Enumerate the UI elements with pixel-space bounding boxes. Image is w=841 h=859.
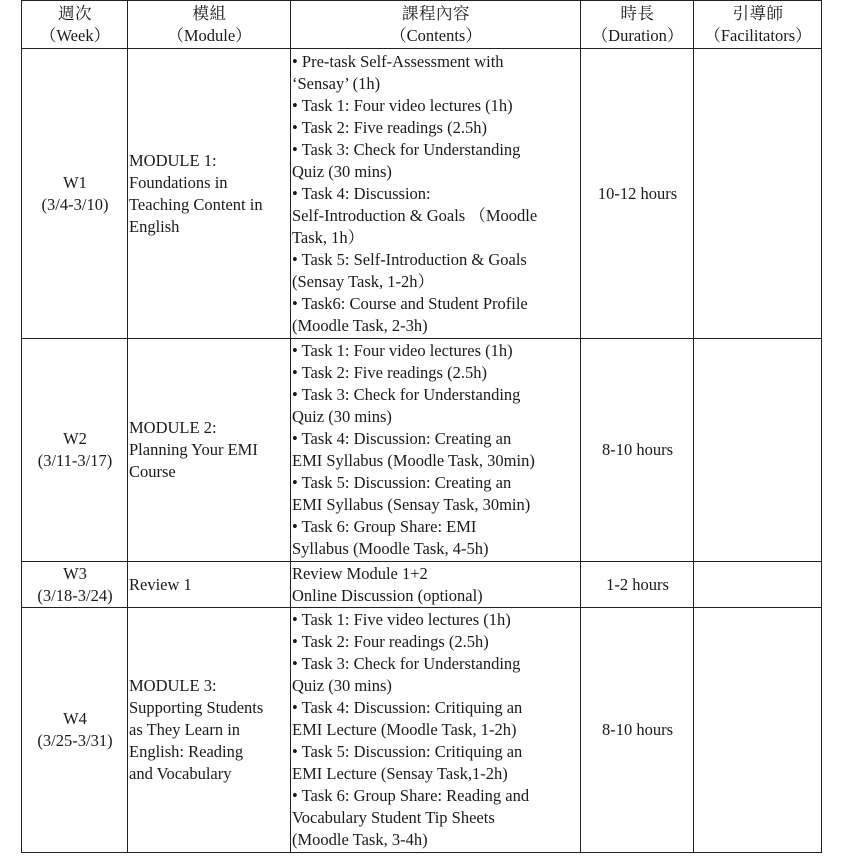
table-row (22, 608, 822, 853)
week-cell (22, 562, 128, 608)
content-line: Quiz (30 mins) (292, 407, 392, 426)
header-module (128, 1, 291, 49)
content-line: • Task 5: Self-Introduction & Goals (292, 249, 527, 269)
content-line: • Task 4: Discussion: (292, 183, 431, 203)
facilitators-cell (694, 608, 822, 853)
module-line: English: Reading (129, 742, 244, 761)
content-line: • Task 2: Five readings (2.5h) (292, 363, 487, 382)
week-label: W4 (63, 709, 87, 728)
content-line: • Task 4: Discussion: Critiquing an (292, 698, 523, 717)
content-line: • Task6: Course and Student Profile (292, 293, 528, 313)
module-line: as They Learn in (129, 720, 241, 739)
header-facilitators-en: （Facilitators） (704, 25, 812, 45)
content-line: • Task 1: Five video lectures (1h) (292, 610, 511, 629)
table-row (22, 49, 822, 339)
module-cell (128, 562, 291, 608)
module-cell (128, 339, 291, 562)
course-schedule-table (21, 0, 822, 853)
content-line: Self-Introduction & Goals （Moodle (292, 205, 538, 225)
module-line: MODULE 3: (129, 676, 217, 695)
facilitators-cell (694, 562, 822, 608)
content-line: • Task 2: Five readings (2.5h) (292, 117, 487, 137)
content-line: Vocabulary Student Tip Sheets (292, 808, 495, 827)
week-label: W2 (63, 429, 87, 448)
content-line: • Task 3: Check for Understanding (292, 654, 521, 673)
week-cell (22, 339, 128, 562)
header-week-en: （Week） (39, 25, 111, 45)
content-line: • Task 6: Group Share: Reading and (292, 786, 530, 805)
week-cell (22, 49, 128, 339)
content-line: • Task 4: Discussion: Creating an (292, 429, 512, 448)
content-line: EMI Syllabus (Sensay Task, 30min) (292, 495, 531, 514)
module-cell (128, 608, 291, 853)
header-facilitators (694, 1, 822, 49)
header-module-en: （Module） (167, 25, 252, 45)
header-facilitators-zh: 引導師 (732, 3, 784, 23)
contents-cell (291, 339, 581, 562)
content-line: • Task 3: Check for Understanding (292, 139, 521, 159)
header-week (22, 1, 128, 49)
content-line: • Task 3: Check for Understanding (292, 385, 521, 404)
contents-cell (291, 608, 581, 853)
content-line: EMI Lecture (Moodle Task, 1-2h) (292, 720, 517, 739)
content-line: Task, 1h） (292, 227, 365, 247)
week-dates: (3/18-3/24) (37, 585, 113, 605)
content-line: (Moodle Task, 2-3h) (292, 315, 428, 335)
week-dates: (3/25-3/31) (37, 731, 113, 750)
header-contents-zh: 課程內容 (402, 3, 470, 23)
module-line: Course (129, 462, 176, 481)
header-module-zh: 模組 (192, 3, 227, 23)
content-line: Syllabus (Moodle Task, 4-5h) (292, 539, 489, 558)
table-header-row (22, 1, 822, 49)
content-line: Quiz (30 mins) (292, 161, 392, 181)
content-line: ‘Sensay’ (1h) (292, 73, 381, 93)
week-dates: (3/4-3/10) (41, 194, 109, 214)
module-line: MODULE 1: (129, 150, 217, 170)
content-line: Online Discussion (optional) (292, 585, 483, 605)
module-line: Review 1 (129, 574, 192, 594)
duration-cell: 8-10 hours (581, 608, 694, 853)
duration-cell: 1-2 hours (581, 562, 694, 608)
content-line: (Sensay Task, 1-2h） (292, 271, 434, 291)
module-line: MODULE 2: (129, 418, 217, 437)
week-label: W3 (63, 563, 87, 583)
header-duration-en: （Duration） (591, 25, 684, 45)
facilitators-cell (694, 49, 822, 339)
content-line: EMI Lecture (Sensay Task,1-2h) (292, 764, 508, 783)
module-line: Planning Your EMI (129, 440, 258, 459)
module-line: English (129, 216, 180, 236)
week-dates: (3/11-3/17) (37, 451, 113, 470)
table-row (22, 562, 822, 608)
module-line: Teaching Content in (129, 194, 263, 214)
content-line: (Moodle Task, 3-4h) (292, 830, 428, 849)
module-line: Supporting Students (129, 698, 264, 717)
contents-cell (291, 49, 581, 339)
module-line: and Vocabulary (129, 764, 232, 783)
duration-cell: 10-12 hours (581, 49, 694, 339)
duration-cell: 8-10 hours (581, 339, 694, 562)
facilitators-cell (694, 339, 822, 562)
module-line: Foundations in (129, 172, 228, 192)
contents-cell (291, 562, 581, 608)
content-line: • Task 5: Discussion: Critiquing an (292, 742, 523, 761)
header-duration-zh: 時長 (620, 3, 655, 23)
week-cell (22, 608, 128, 853)
content-line: EMI Syllabus (Moodle Task, 30min) (292, 451, 535, 470)
content-line: • Task 2: Four readings (2.5h) (292, 632, 489, 651)
week-label: W1 (63, 172, 87, 192)
header-contents-en: （Contents） (390, 25, 482, 45)
header-duration (581, 1, 694, 49)
content-line: • Task 6: Group Share: EMI (292, 517, 477, 536)
content-line: Quiz (30 mins) (292, 676, 392, 695)
content-line: • Task 5: Discussion: Creating an (292, 473, 512, 492)
header-week-zh: 週次 (58, 3, 92, 23)
content-line: • Pre-task Self-Assessment with (292, 51, 504, 71)
module-cell (128, 49, 291, 339)
content-line: Review Module 1+2 (292, 563, 428, 583)
header-contents (291, 1, 581, 49)
table-row (22, 339, 822, 562)
content-line: • Task 1: Four video lectures (1h) (292, 95, 513, 115)
content-line: • Task 1: Four video lectures (1h) (292, 341, 513, 360)
